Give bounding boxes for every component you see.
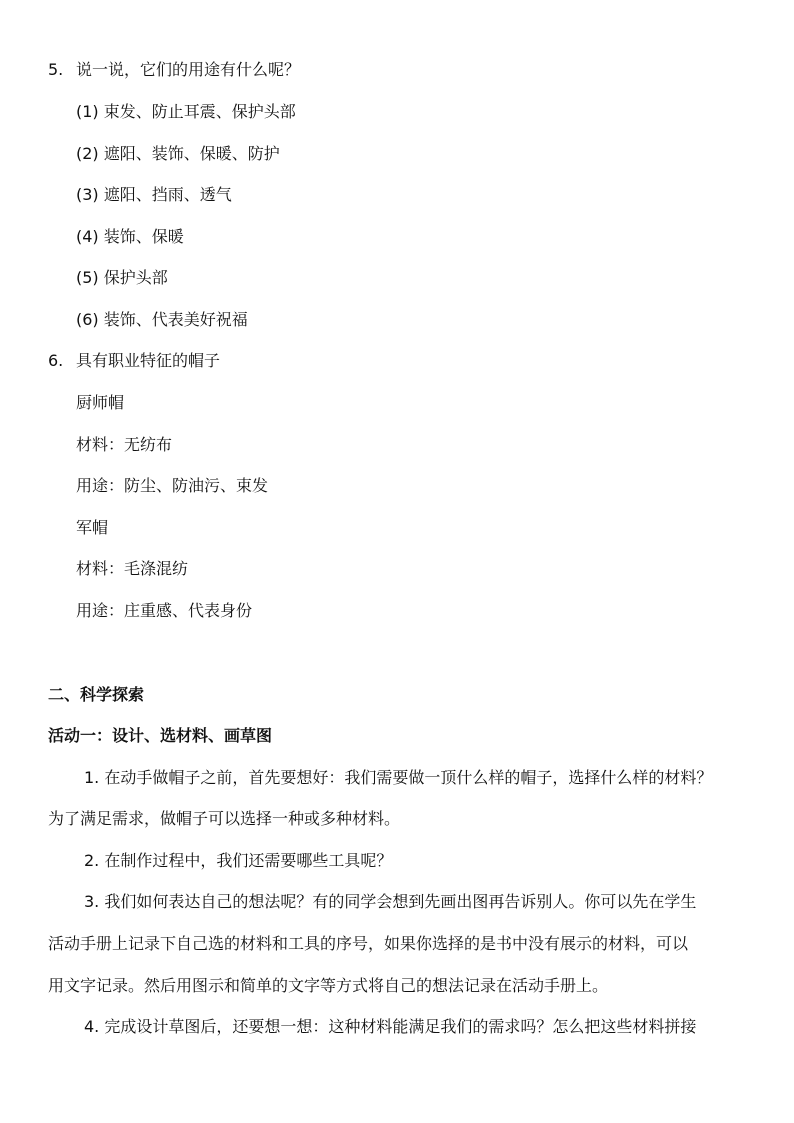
hat1-name: 厨师帽 [76, 393, 125, 412]
paragraph3-line3: 用文字记录。然后用图示和简单的文字等方式将自己的想法记录在活动手册上。 [48, 976, 609, 995]
q5-question: 说一说，它们的用途有什么呢？ [76, 60, 301, 79]
q5-answer-5: (5) 保护头部 [76, 268, 168, 287]
paragraph1-line2: 为了满足需求，做帽子可以选择一种或多种材料。 [48, 809, 401, 828]
q5-number: 5. [48, 60, 64, 79]
q5-answer-3: (3) 遮阳、挡雨、透气 [76, 185, 232, 204]
hat2-name: 军帽 [76, 518, 109, 537]
section2-heading: 二、科学探索 [48, 685, 145, 704]
q5-answer-6: (6) 装饰、代表美好祝福 [76, 310, 248, 329]
hat2-material: 材料：毛涤混纺 [76, 559, 189, 578]
paragraph4-line1: 4. 完成设计草图后，还要想一想：这种材料能满足我们的需求吗？怎么把这些材料拼接 [84, 1017, 697, 1036]
q6-question: 具有职业特征的帽子 [76, 351, 221, 370]
paragraph3-line1: 3. 我们如何表达自己的想法呢？有的同学会想到先画出图再告诉别人。你可以先在学生 [84, 892, 697, 911]
paragraph3-line2: 活动手册上记录下自己选的材料和工具的序号，如果你选择的是书中没有展示的材料，可以 [48, 934, 689, 953]
paragraph1-line1: 1. 在动手做帽子之前，首先要想好：我们需要做一顶什么样的帽子，选择什么样的材料？ [84, 768, 713, 787]
paragraph2-line1: 2. 在制作过程中，我们还需要哪些工具呢？ [84, 851, 393, 870]
q5-answer-1: (1) 束发、防止耳震、保护头部 [76, 102, 296, 121]
q5-answer-4: (4) 装饰、保暖 [76, 227, 184, 246]
hat1-use: 用途：防尘、防油污、束发 [76, 476, 269, 495]
activity1-title: 活动一：设计、选材料、画草图 [48, 726, 273, 745]
q5-answer-2: (2) 遮阳、装饰、保暖、防护 [76, 144, 280, 163]
hat1-material: 材料：无纺布 [76, 435, 173, 454]
q6-number: 6. [48, 351, 64, 370]
hat2-use: 用途：庄重感、代表身份 [76, 601, 253, 620]
